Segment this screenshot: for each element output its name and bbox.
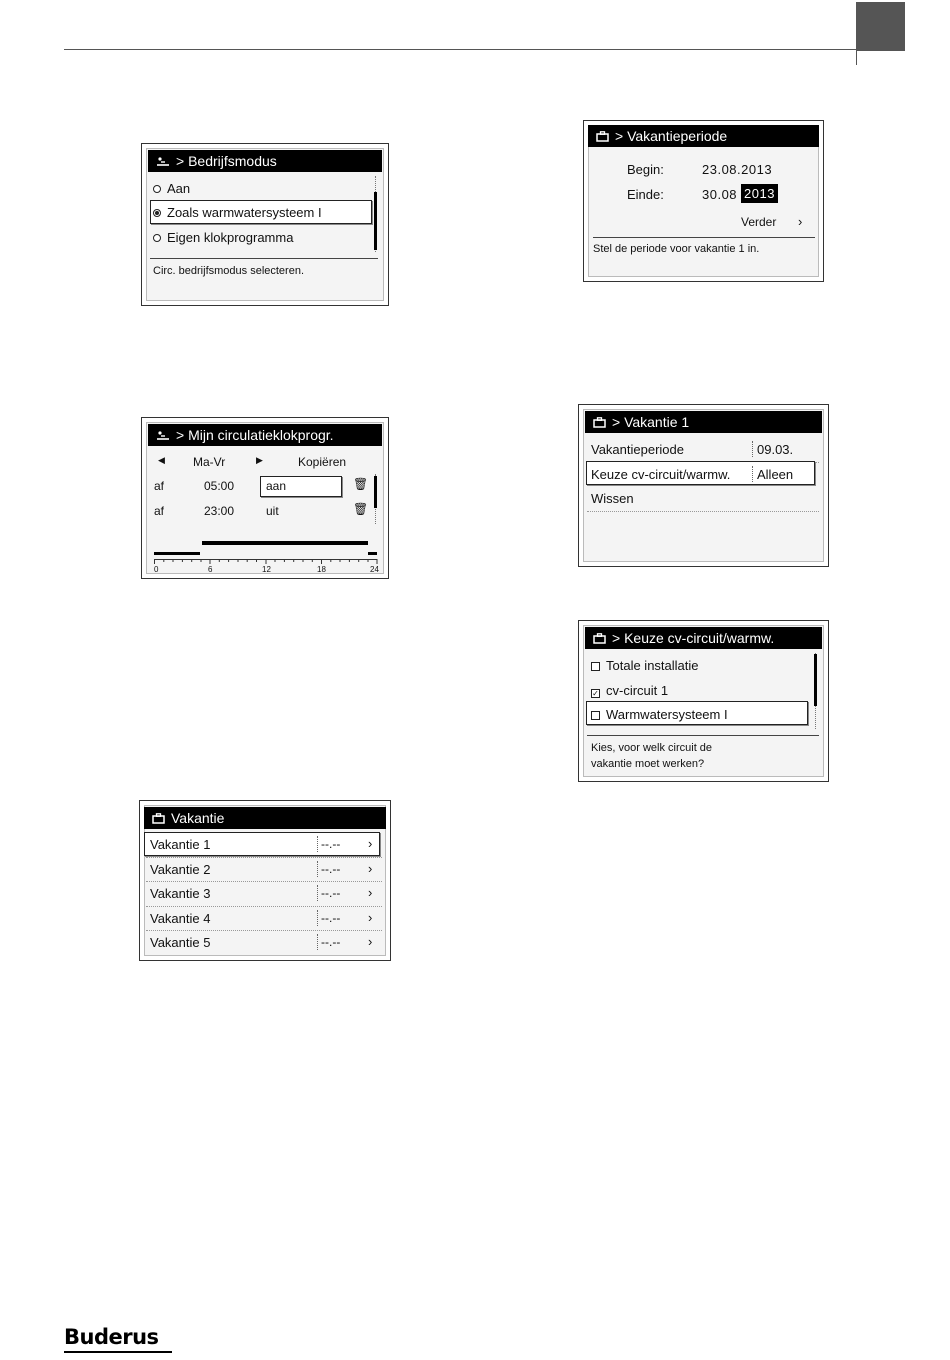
row-divider — [146, 881, 382, 882]
axis-tick-label: 24 — [370, 565, 379, 574]
screen-vakantie-1 — [578, 404, 829, 567]
list-item-vakantie-5[interactable]: Vakantie 5 — [150, 935, 211, 950]
timeline-on-bar — [202, 541, 368, 545]
list-item-vakantie-3[interactable]: Vakantie 3 — [150, 886, 211, 901]
option-eigen-klokprogramma[interactable] — [153, 230, 293, 245]
timeline-off-bar — [368, 552, 377, 555]
screen-circulatieklokprogramma — [141, 417, 389, 579]
circulation-icon — [156, 425, 170, 446]
row-divider — [146, 906, 382, 907]
hint-divider — [593, 237, 815, 238]
brand-logo: Buderus — [64, 1325, 159, 1349]
trash-icon[interactable]: 🗑 — [353, 502, 369, 516]
option-label: Warmwatersysteem I — [606, 707, 728, 722]
value-separator — [317, 910, 318, 926]
list-item-vakantie-4[interactable]: Vakantie 4 — [150, 911, 211, 926]
hint-text: Kies, voor welk circuit de vakantie moet werken? — [591, 742, 713, 770]
brand-logo-underline — [64, 1351, 172, 1353]
option-label: cv-circuit 1 — [606, 683, 669, 698]
end-value-year-highlight[interactable]: 2013 — [741, 184, 778, 203]
option-cv-circuit-1[interactable] — [591, 683, 668, 698]
checkbox-icon — [591, 662, 600, 671]
switch-state[interactable]: uit — [266, 504, 279, 518]
option-zoals-warmwatersysteem[interactable] — [153, 205, 322, 220]
checkbox-checked-icon: ✓ — [592, 689, 599, 698]
screen-title — [585, 411, 822, 433]
begin-label: Begin: — [627, 162, 664, 177]
list-item-value: 09.03. — [757, 442, 794, 457]
scrollbar-thumb[interactable] — [374, 192, 377, 250]
next-button[interactable]: Verder — [741, 215, 777, 229]
checkbox-icon — [591, 711, 600, 720]
radio-selected-icon — [153, 209, 161, 217]
axis-tick-label: 6 — [208, 565, 213, 574]
screen-title — [144, 807, 386, 829]
axis-tick-label: 12 — [262, 565, 271, 574]
list-item-value: --.-- — [321, 911, 341, 925]
hint-text: Stel de periode voor vakantie 1 in. — [593, 243, 760, 255]
end-value-date[interactable]: 30.08 — [702, 187, 738, 202]
screen-vakantie — [139, 800, 391, 961]
value-separator — [317, 934, 318, 950]
list-item-vakantie-2[interactable]: Vakantie 2 — [150, 862, 211, 877]
chevron-right-icon[interactable]: › — [368, 885, 373, 900]
option-totale-installatie[interactable] — [591, 658, 699, 673]
screen-title — [588, 125, 819, 147]
suitcase-icon — [593, 412, 606, 433]
value-separator — [317, 885, 318, 901]
switch-prefix: af — [154, 479, 165, 493]
row-divider — [146, 930, 382, 931]
chevron-right-icon[interactable]: › — [368, 910, 373, 925]
list-item-keuze-cv-circuit[interactable]: Keuze cv-circuit/warmw. — [591, 467, 731, 482]
hint-divider — [150, 258, 378, 259]
radio-icon — [153, 234, 161, 242]
option-label: Totale installatie — [606, 658, 699, 673]
hint-divider — [587, 735, 819, 736]
value-separator — [752, 466, 753, 482]
title-text: > Mijn circulatieklokprogr. — [176, 427, 334, 443]
chevron-right-icon[interactable]: › — [368, 934, 373, 949]
list-item-value: --.-- — [321, 935, 341, 949]
chevron-right-icon[interactable]: › — [798, 214, 803, 229]
switch-state[interactable]: aan — [266, 479, 287, 493]
chevron-right-icon[interactable]: › — [368, 861, 373, 876]
title-text: Vakantie — [171, 810, 225, 826]
begin-value[interactable]: 23.08.2013 — [702, 162, 773, 177]
value-separator — [317, 861, 318, 877]
screen-bedrijfsmodus — [141, 143, 389, 306]
row-divider — [587, 511, 819, 512]
suitcase-icon — [593, 628, 606, 649]
list-item-value: Alleen — [757, 467, 794, 482]
option-warmwatersysteem[interactable] — [591, 707, 728, 722]
title-text: > Vakantieperiode — [615, 128, 728, 144]
list-item-vakantieperiode[interactable]: Vakantieperiode — [591, 442, 684, 457]
option-label: Zoals warmwatersysteem I — [167, 205, 322, 220]
prev-day-arrow[interactable]: ◀ — [158, 455, 165, 465]
axis-tick-label: 0 — [154, 565, 159, 574]
screen-keuze-cv-circuit — [578, 620, 829, 782]
switch-prefix: af — [154, 504, 165, 518]
next-day-arrow[interactable]: ▶ — [256, 455, 263, 465]
switch-time[interactable]: 23:00 — [204, 504, 235, 518]
screen-title — [585, 627, 822, 649]
value-separator — [317, 836, 318, 852]
switch-time[interactable]: 05:00 — [204, 479, 235, 493]
scrollbar-thumb[interactable] — [814, 654, 817, 706]
suitcase-icon — [596, 126, 609, 147]
circulation-icon — [156, 151, 170, 172]
copy-button[interactable]: Kopiëren — [298, 455, 347, 469]
option-label: Eigen klokprogramma — [167, 230, 294, 245]
row-divider — [146, 857, 382, 858]
trash-icon[interactable]: 🗑 — [353, 477, 369, 491]
screen-title — [148, 150, 382, 172]
list-item-value: --.-- — [321, 837, 341, 851]
list-item-value: --.-- — [321, 886, 341, 900]
hint-text: Circ. bedrijfsmodus selecteren. — [153, 265, 305, 277]
axis-tick-label: 18 — [317, 565, 326, 574]
header-rule — [64, 49, 856, 50]
chevron-right-icon[interactable]: › — [368, 836, 373, 851]
list-item-vakantie-1[interactable]: Vakantie 1 — [150, 837, 211, 852]
title-text: > Bedrijfsmodus — [176, 153, 277, 169]
option-aan[interactable] — [153, 181, 190, 196]
end-label: Einde: — [627, 187, 664, 202]
timeline-off-bar — [154, 552, 200, 555]
scrollbar-thumb[interactable] — [374, 476, 377, 508]
day-label: Ma-Vr — [193, 455, 226, 469]
value-separator — [752, 441, 753, 457]
list-item-value: --.-- — [321, 862, 341, 876]
suitcase-icon — [152, 808, 165, 829]
chapter-tab — [856, 2, 905, 51]
title-text: > Keuze cv-circuit/warmw. — [612, 630, 775, 646]
screen-vakantieperiode — [583, 120, 824, 282]
option-label: Aan — [167, 181, 191, 196]
chapter-tab-tick — [856, 51, 857, 65]
radio-icon — [153, 185, 161, 193]
title-text: > Vakantie 1 — [612, 414, 690, 430]
list-item-wissen[interactable]: Wissen — [591, 491, 634, 506]
screen-title — [148, 424, 382, 446]
